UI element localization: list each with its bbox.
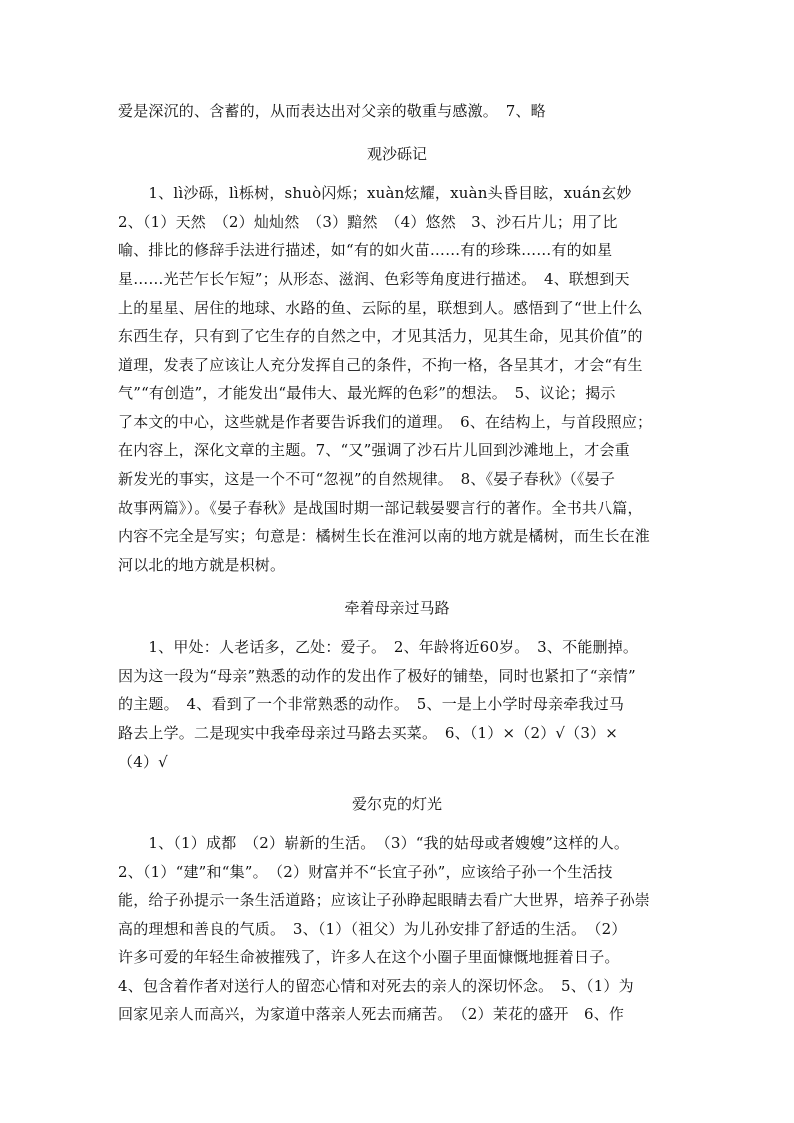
paragraph-line: 内容不完全是写实；句意是：橘树生长在淮河以南的地方就是橘树，而生长在淮	[118, 527, 651, 545]
paragraph-line: 的主题。 4、看到了一个非常熟悉的动作。 5、一是上小学时母亲牵我过马	[118, 695, 625, 713]
paragraph-line: 路去上学。二是现实中我牵母亲过马路去买菜。 6、（1）×（2）√（3）×	[118, 724, 619, 742]
paragraph-line: 1、甲处：人老话多，乙处：爱子。 2、年龄将近60岁。 3、不能删掉。	[118, 638, 639, 656]
paragraph-line: 2、（1）天然 （2）灿灿然 （3）黯然 （4）悠然 3、沙石片儿；用了比	[118, 213, 618, 231]
paragraph-line: 1、lì沙砾，lì栎树，shuò闪烁；xuàn炫耀，xuàn头昏目眩，xuán玄妙	[118, 184, 632, 202]
section-title-qian-zhe-mu-qin: 牵着母亲过马路	[344, 599, 450, 617]
paragraph-line: 4、包含着作者对送行人的留恋心情和对死去的亲人的深切怀念。 5、（1）为	[118, 977, 634, 995]
paragraph-line: 气”“有创造”，才能发出“最伟大、最光辉的色彩”的想法。 5、议论；揭示	[118, 384, 616, 402]
paragraph-line: 在内容上，深化文章的主题。7、“又”强调了沙石片儿回到沙滩地上，才会重	[118, 441, 630, 459]
paragraph-line: 道理，发表了应该让人充分发挥自己的条件，不拘一格，各呈其才，才会“有生	[118, 356, 643, 374]
section-title-guan-sha-li-ji: 观沙砾记	[366, 145, 427, 163]
paragraph-line: 1、（1）成都 （2）崭新的生活。 （3）“我的姑母或者嫂嫂”这样的人。	[118, 834, 630, 852]
paragraph-line: 新发光的事实，这是一个不可“忽视”的自然规律。 8、《晏子春秋》（《晏子	[118, 470, 616, 488]
paragraph-line: 能，给子孙提示一条生活道路；应该让子孙睁起眼睛去看广大世界，培养子孙崇	[118, 891, 651, 909]
paragraph-line: 星……光芒乍长乍短”；从形态、滋润、色彩等角度进行描述。 4、联想到天	[118, 270, 630, 288]
intro-line: 爱是深沉的、含蓄的，从而表达出对父亲的敬重与感激。 7、略	[118, 102, 546, 120]
paragraph-line: 回家见亲人而高兴，为家道中落亲人死去而痛苦。 （2）茉花的盛开 6、作	[118, 1005, 625, 1023]
paragraph-line: 东西生存，只有到了它生存的自然之中，才见其活力，见其生命，见其价值”的	[118, 327, 643, 345]
section-title-ai-er-ke: 爱尔克的灯光	[351, 795, 442, 813]
paragraph-line: （4）√	[118, 753, 168, 771]
paragraph-line: 因为这一段为“母亲”熟悉的动作的发出作了极好的铺垫，同时也紧扣了“亲情”	[118, 667, 636, 685]
paragraph-line: 河以北的地方就是枳树。	[118, 556, 286, 574]
paragraph-line: 喻、排比的修辞手法进行描述，如“有的如火苗……有的珍珠……有的如星	[118, 241, 613, 259]
paragraph-line: 许多可爱的年轻生命被摧残了，许多人在这个小圈子里面慷慨地捱着日子。	[118, 948, 620, 966]
paragraph-line: 高的理想和善良的气质。 3、（1）（祖父）为儿孙安排了舒适的生活。 （2）	[118, 920, 627, 938]
paragraph-line: 上的星星、居住的地球、水路的鱼、云际的星，联想到人。感悟到了“世上什么	[118, 299, 643, 317]
paragraph-line: 了本文的中心，这些就是作者要告诉我们的道理。 6、在结构上，与首段照应；	[118, 413, 653, 431]
paragraph-line: 2、（1）“建”和“集”。 （2）财富并不“长宜子孙”，应该给子孙一个生活技	[118, 863, 613, 881]
paragraph-line: 故事两篇》）。《晏子春秋》是战国时期一部记载晏婴言行的著作。全书共八篇，	[118, 499, 643, 517]
